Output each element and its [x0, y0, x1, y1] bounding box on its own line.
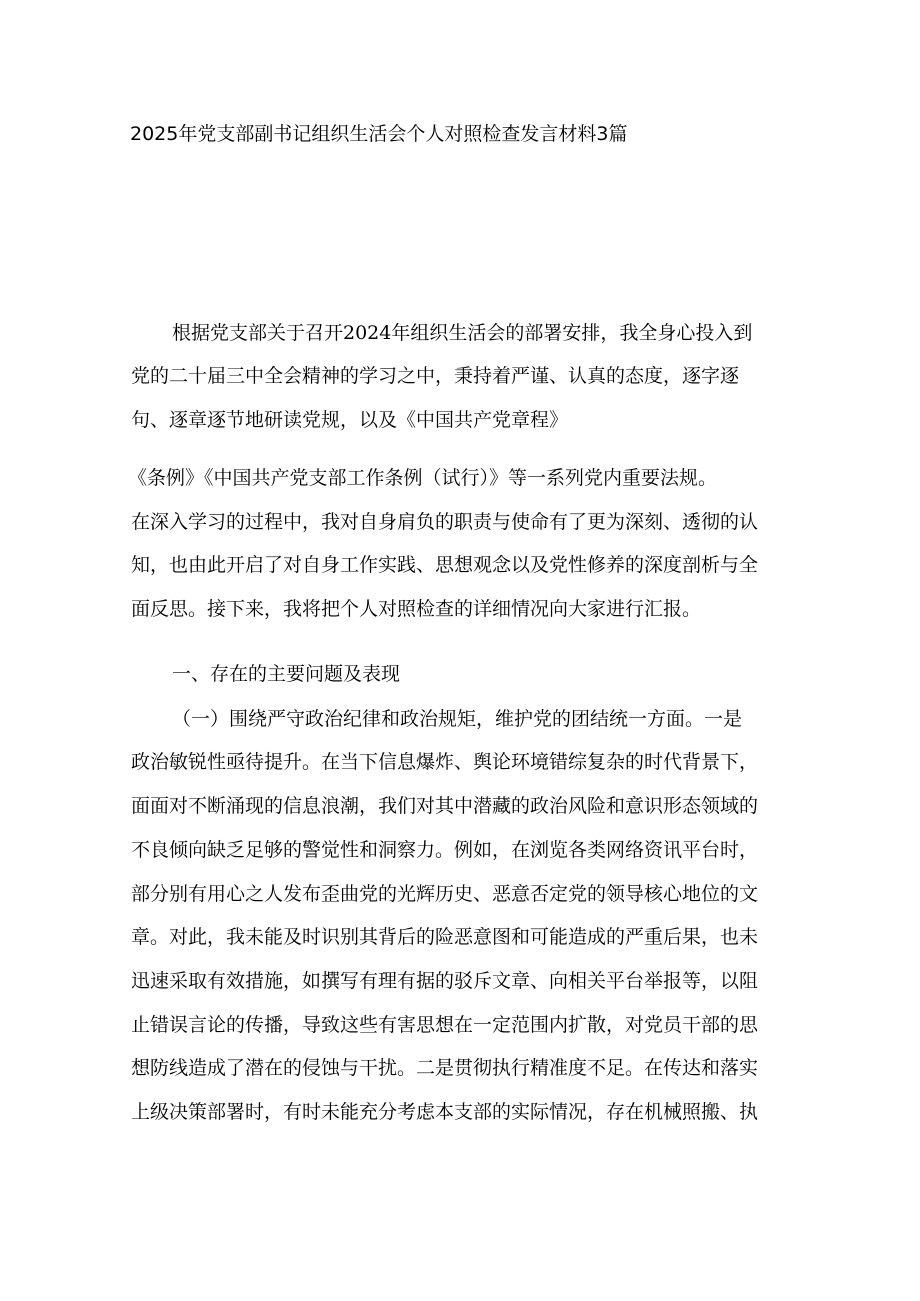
paragraph-line: 党的二十届三中全会精神的学习之中，秉持着严谨、认真的态度，逐字逐: [131, 365, 740, 387]
document-title: 2025年党支部副书记组织生活会个人对照检查发言材料3篇: [130, 123, 628, 145]
paragraph-line: （一）围绕严守政治纪律和政治规矩，维护党的团结统一方面。一是: [172, 708, 743, 730]
paragraph-line: 想防线造成了潜在的侵蚀与干扰。二是贯彻执行精准度不足。在传达和落实: [131, 1057, 759, 1079]
paragraph-line: 章。对此，我未能及时识别其背后的险恶意图和可能造成的严重后果，也未: [131, 926, 759, 948]
paragraph-line: 《条例》《中国共产党支部工作条例（试行）》等一系列党内重要法规。: [128, 467, 718, 489]
paragraph-line: 句、逐章逐节地研读党规，以及《中国共产党章程》: [131, 409, 569, 431]
section-heading: 一、存在的主要问题及表现: [172, 663, 401, 685]
paragraph-line: 在深入学习的过程中，我对自身肩负的职责与使命有了更为深刻、透彻的认: [131, 511, 759, 533]
paragraph-line: 部分别有用心之人发布歪曲党的光辉历史、恶意否定党的领导核心地位的文: [131, 883, 759, 905]
paragraph-line: 不良倾向缺乏足够的警觉性和洞察力。例如，在浏览各类网络资讯平台时，: [131, 839, 759, 861]
paragraph-line: 迅速采取有效措施，如撰写有理有据的驳斥文章、向相关平台举报等，以阻: [131, 970, 759, 992]
paragraph-line: 上级决策部署时，有时未能充分考虑本支部的实际情况，存在机械照搬、执: [131, 1101, 759, 1123]
paragraph-line: 政治敏锐性亟待提升。在当下信息爆炸、舆论环境错综复杂的时代背景下，: [131, 751, 759, 773]
paragraph-line: 知，也由此开启了对自身工作实践、思想观念以及党性修养的深度剖析与全: [131, 554, 759, 576]
paragraph-line: 止错误言论的传播，导致这些有害思想在一定范围内扩散，对党员干部的思: [131, 1014, 759, 1036]
paragraph-line: 根据党支部关于召开2024年组织生活会的部署安排，我全身心投入到: [172, 322, 753, 344]
paragraph-line: 面反思。接下来，我将把个人对照检查的详细情况向大家进行汇报。: [131, 598, 702, 620]
paragraph-line: 面面对不断涌现的信息浪潮，我们对其中潜藏的政治风险和意识形态领域的: [131, 795, 759, 817]
